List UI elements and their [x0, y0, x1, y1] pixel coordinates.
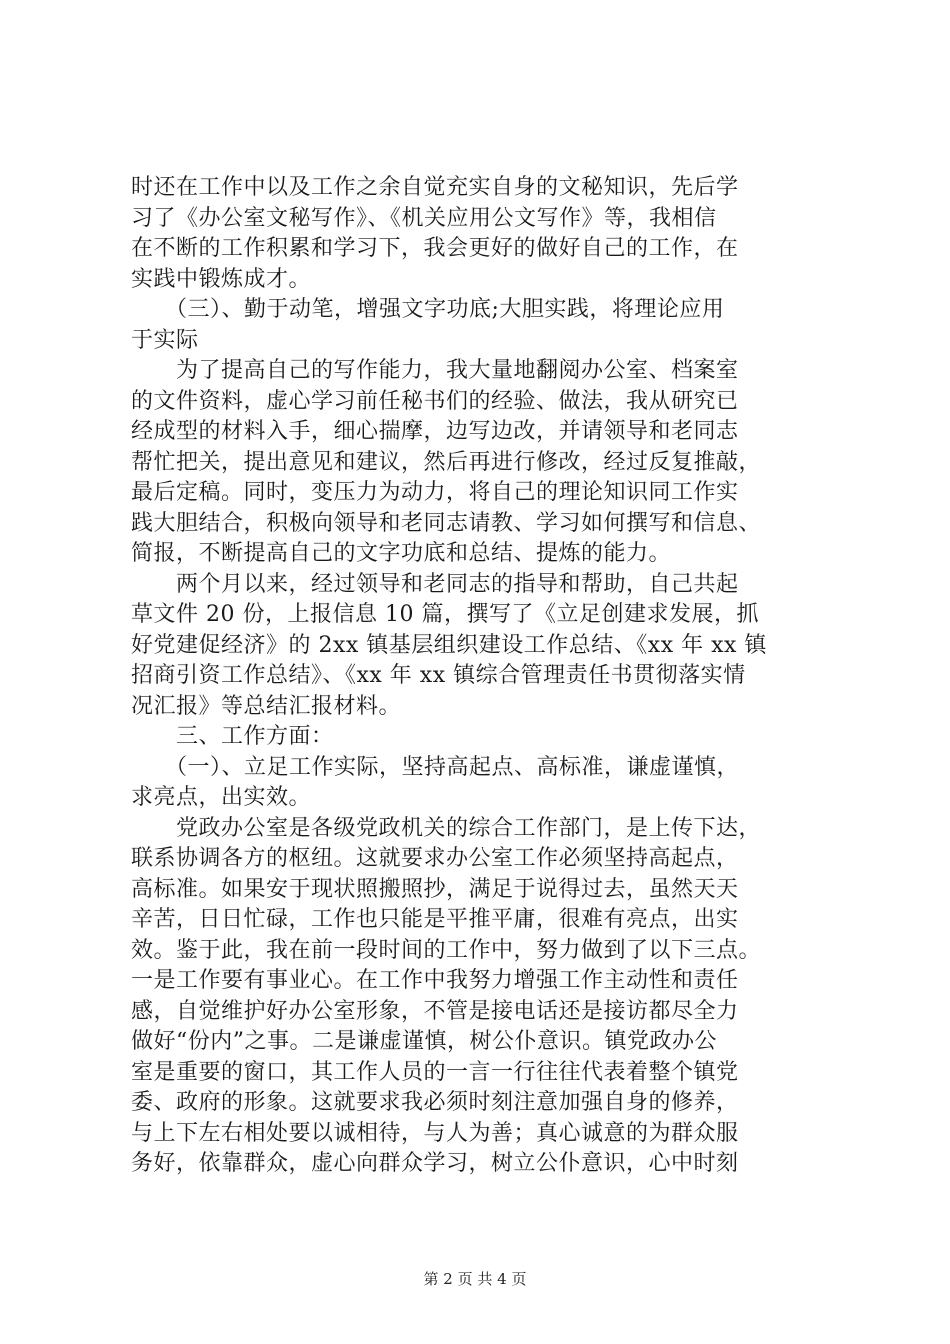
text-line: 务好，依靠群众，虚心向群众学习，树立公仆意识，心中时刻 — [131, 1151, 739, 1176]
text-line: 高标准。如果安于现状照搬照抄，满足于说得过去，虽然天天 — [131, 876, 739, 902]
text-line: 效。鉴于此，我在前一段时间的工作中，努力做到了以下三点。 — [131, 937, 762, 963]
page-number: 第 2 页 共 4 页 — [423, 1270, 527, 1288]
text-line: 委、政府的形象。这就要求我必须时刻注意加强自身的修养， — [131, 1090, 739, 1115]
text-line: 招商引资工作总结》、《xx 年 xx 镇综合管理责任书贯彻落实情 — [131, 663, 746, 688]
page-footer — [0, 1270, 950, 1288]
text-line: 践大胆结合，积极向领导和老同志请教、学习如何撰写和信息、 — [131, 510, 762, 536]
text-line: 实践中锻炼成才。 — [131, 266, 312, 292]
text-line: 草文件 20 份，上报信息 10 篇，撰写了《立足创建求发展，抓 — [131, 602, 759, 627]
text-line: 习了《办公室文秘写作》、《机关应用公文写作》等，我相信 — [131, 205, 717, 231]
text-line: 室是重要的窗口，其工作人员的一言一行往往代表着整个镇党 — [131, 1059, 739, 1085]
document-body — [131, 173, 831, 1180]
text-line: 党政办公室是各级党政机关的综合工作部门，是上传下达， — [131, 815, 762, 841]
section-heading: （三）、勤于动笔，增强文字功底;大胆实践，将理论应用 — [131, 297, 725, 322]
section-heading: 于实际 — [131, 327, 199, 353]
text-line: 时还在工作中以及工作之余自觉充实自身的文秘知识，先后学 — [131, 175, 739, 200]
text-line: 简报，不断提高自己的文字功底和总结、提炼的能力。 — [131, 541, 672, 566]
text-line: 况汇报》等总结汇报材料。 — [131, 693, 402, 719]
section-heading: 求亮点，出实效。 — [131, 785, 312, 810]
text-line: 两个月以来，经过领导和老同志的指导和帮助，自己共起 — [131, 571, 739, 597]
text-line: 为了提高自己的写作能力，我大量地翻阅办公室、档案室 — [131, 358, 739, 383]
text-line: 好党建促经济》的 2xx 镇基层组织建设工作总结、《xx 年 xx 镇 — [131, 632, 767, 658]
text-line: 经成型的材料入手，细心揣摩，边写边改，并请领导和老同志 — [131, 419, 739, 444]
text-line: 辛苦，日日忙碌，工作也只能是平推平庸，很难有亮点，出实 — [131, 907, 739, 932]
text-line: 在不断的工作积累和学习下，我会更好的做好自己的工作，在 — [131, 236, 739, 261]
section-heading: 三、工作方面： — [131, 724, 334, 749]
text-line: 的文件资料，虚心学习前任秘书们的经验、做法，我从研究已 — [131, 388, 739, 414]
text-line: 感，自觉维护好办公室形象，不管是接电话还是接访都尽全力 — [131, 998, 739, 1024]
text-line: 与上下左右相处要以诚相待，与人为善；真心诚意的为群众服 — [131, 1120, 739, 1146]
text-line: 联系协调各方的枢纽。这就要求办公室工作必须坚持高起点， — [131, 846, 739, 871]
text-line: 帮忙把关，提出意见和建议，然后再进行修改，经过反复推敲， — [131, 449, 762, 475]
section-heading: （一）、立足工作实际，坚持高起点、高标准，谦虚谨慎， — [131, 754, 740, 780]
text-line: 最后定稿。同时，变压力为动力，将自己的理论知识同工作实 — [131, 480, 739, 505]
text-line: 做好“份内”之事。二是谦虚谨慎，树公仆意识。镇党政办公 — [131, 1029, 717, 1054]
text-line: 一是工作要有事业心。在工作中我努力增强工作主动性和责任 — [131, 968, 739, 993]
